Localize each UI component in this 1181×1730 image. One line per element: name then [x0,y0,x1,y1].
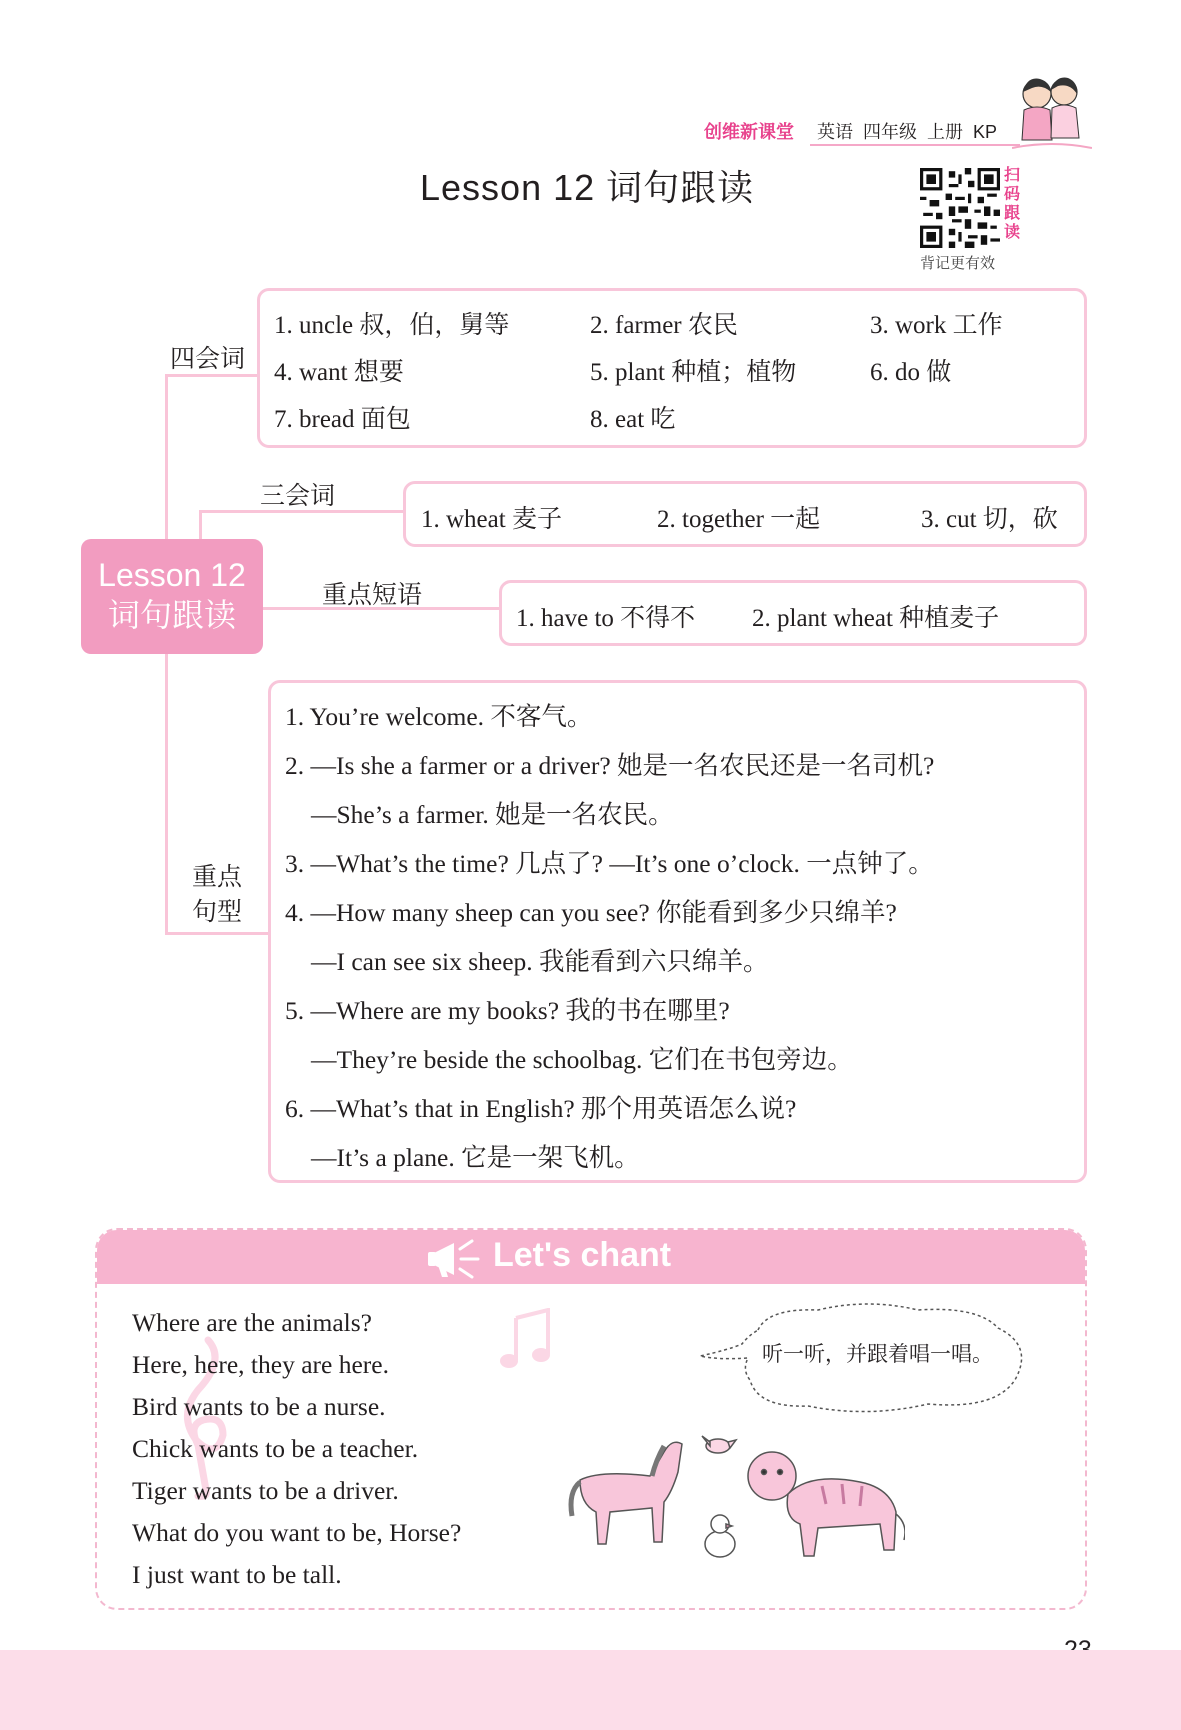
branch-three-skill-stem [199,510,202,540]
branch-key-sentences [165,932,271,935]
qr-side-text: 扫码跟读 [1004,167,1021,241]
animals-illustration [560,1432,905,1572]
phrase-item: 2. plant wheat 种植麦子 [752,605,1000,632]
megaphone-icon [428,1237,484,1281]
key-sentences-label-line2: 句型 [192,899,243,926]
chant-line: Bird wants to be a nurse. [132,1392,386,1421]
bubble-text: 听一听，并跟着唱一唱。 [762,1342,993,1366]
chant-line: I just want to be tall. [132,1560,342,1589]
three-skill-label: 三会词 [260,483,336,510]
series-brand: 创维新课堂 [704,122,794,142]
volume: 上册 [927,122,963,142]
sentence-line: —She’s a farmer. 她是一名农民。 [311,800,674,829]
sentence-line: 2. —Is she a farmer or a driver? 她是一名农民还是一名司机? [285,751,935,780]
word-item: 7. bread 面包 [274,406,411,433]
chick-icon [705,1515,735,1557]
header-underline [810,144,1020,146]
word-item: 1. wheat 麦子 [421,506,562,533]
word-item: 2. farmer 农民 [590,312,738,339]
key-sentences-label-line1: 重点 [192,864,243,891]
chant-line: Here, here, they are here. [132,1350,389,1379]
main-branch-line [165,374,168,934]
sentence-line: 3. —What’s the time? 几点了? —It’s one o’clock. 一点钟了。 [285,849,934,878]
word-item: 3. cut 切，砍 [921,506,1058,533]
tiger-icon [748,1452,905,1556]
horse-icon [571,1442,682,1544]
sentence-line: —I can see six sheep. 我能看到六只绵羊。 [311,947,769,976]
phrase-item: 1. have to 不得不 [516,605,696,632]
sentence-line: —They’re beside the schoolbag. 它们在书包旁边。 [311,1045,853,1074]
edition: KP [973,122,998,142]
subject: 英语 [817,122,853,142]
chant-line: Where are the animals? [132,1308,372,1337]
center-line2: 词句跟读 [107,597,236,633]
word-item: 2. together 一起 [657,506,821,533]
word-item: 8. eat 吃 [590,406,676,433]
grade: 四年级 [863,122,917,142]
chant-line: What do you want to be, Horse? [132,1518,462,1547]
word-item: 6. do 做 [870,359,952,386]
qr-caption: 背记更有效 [920,256,996,272]
kids-illustration [1012,70,1092,152]
footer-band [0,1650,1181,1730]
sentence-line: 6. —What’s that in English? 那个用英语怎么说? [285,1094,797,1123]
book-info [817,118,1007,144]
word-item: 3. work 工作 [870,312,1003,339]
page-title: Lesson 12 词句跟读 [420,167,755,208]
word-item: 5. plant 种植；植物 [590,359,797,386]
key-sentences-label [192,860,242,930]
chant-title: Let's chant [493,1236,672,1274]
sentence-line: 1. You’re welcome. 不客气。 [285,702,593,731]
center-line1: Lesson 12 [98,557,246,593]
sentence-line: —It’s a plane. 它是一架飞机。 [311,1143,640,1172]
bird-icon [702,1436,736,1453]
qr-code-icon[interactable] [920,168,1000,248]
key-phrases-label: 重点短语 [322,582,423,609]
four-skill-label: 四会词 [170,346,246,373]
sentence-line: 5. —Where are my books? 我的书在哪里? [285,996,730,1025]
word-item: 4. want 想要 [274,359,404,386]
music-note-icon [498,1308,554,1370]
sentence-line: 4. —How many sheep can you see? 你能看到多少只绵羊? [285,898,897,927]
chant-line: Chick wants to be a teacher. [132,1434,419,1463]
word-item: 1. uncle 叔，伯，舅等 [274,312,510,339]
center-node [81,539,263,654]
chant-line: Tiger wants to be a driver. [132,1476,399,1505]
